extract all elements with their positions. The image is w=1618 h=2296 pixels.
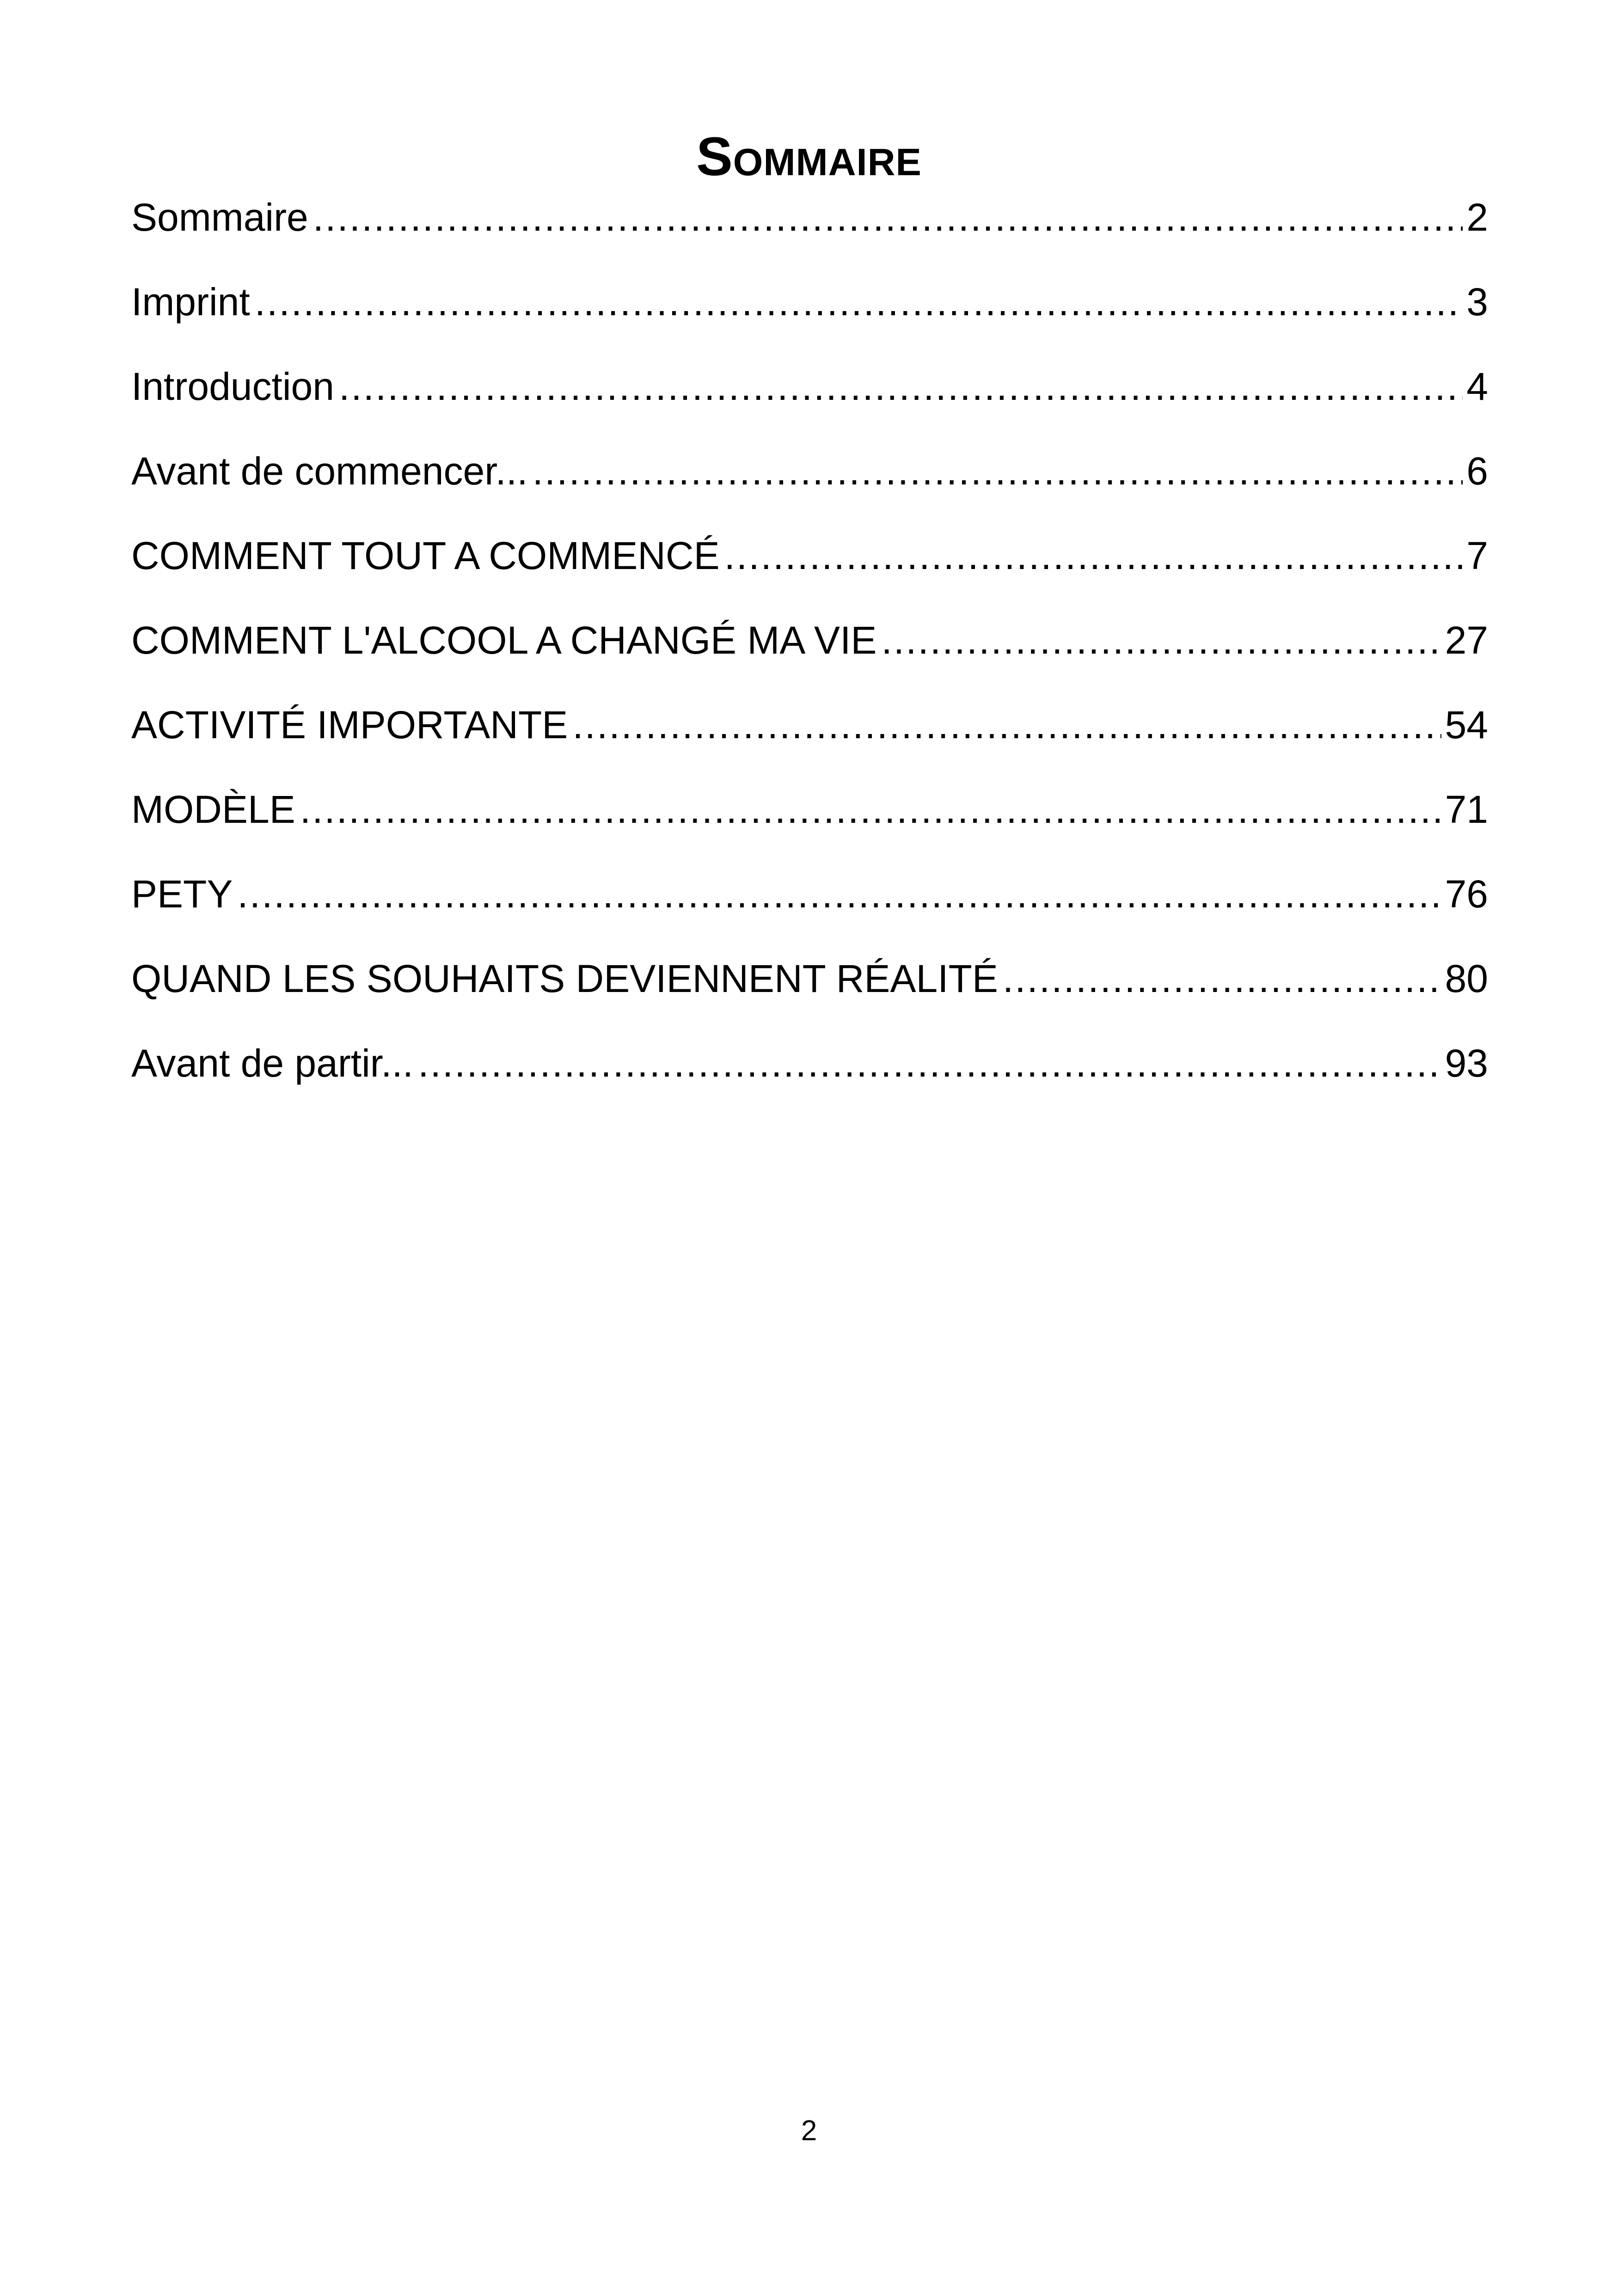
toc-entry[interactable] xyxy=(131,183,1488,267)
dot-leader xyxy=(533,436,1463,506)
toc-entry-page: 54 xyxy=(1445,703,1488,747)
toc-entry-page: 27 xyxy=(1445,618,1488,662)
toc-entry-page: 6 xyxy=(1466,449,1488,493)
toc-entry[interactable] xyxy=(131,352,1488,436)
page-number: 2 xyxy=(801,2115,817,2147)
dot-leader xyxy=(418,1029,1441,1098)
dot-leader xyxy=(881,606,1441,675)
dot-leader xyxy=(300,775,1441,844)
toc-entry-page: 2 xyxy=(1466,196,1488,239)
dot-leader xyxy=(339,352,1463,421)
page-title: Sommaire xyxy=(696,126,922,188)
dot-leader xyxy=(572,690,1441,759)
toc-entry-label: MODÈLE xyxy=(131,788,295,831)
toc-entry-label: Avant de partir... xyxy=(131,1041,414,1085)
toc-entry-page: 71 xyxy=(1445,788,1488,831)
toc-entry[interactable] xyxy=(131,521,1488,606)
toc-entry[interactable] xyxy=(131,267,1488,352)
toc-entry-label: Sommaire xyxy=(131,196,308,239)
toc-entry-label: Avant de commencer... xyxy=(131,449,528,493)
toc-entry-label: ACTIVITÉ IMPORTANTE xyxy=(131,703,568,747)
toc-entry-page: 80 xyxy=(1445,957,1488,1000)
toc-entry-label: Introduction xyxy=(131,365,334,408)
toc-entry-page: 76 xyxy=(1445,872,1488,916)
toc-entry-label: PETY xyxy=(131,872,233,916)
toc-entry-page: 7 xyxy=(1466,534,1488,577)
dot-leader xyxy=(1003,944,1441,1013)
toc-entry-label: COMMENT L'ALCOOL A CHANGÉ MA VIE xyxy=(131,618,877,662)
toc-entry[interactable] xyxy=(131,606,1488,690)
toc-entry-label: QUAND LES SOUHAITS DEVIENNENT RÉALITÉ xyxy=(131,957,998,1000)
dot-leader xyxy=(237,859,1441,929)
toc-entry-label: COMMENT TOUT A COMMENCÉ xyxy=(131,534,720,577)
toc-entry[interactable] xyxy=(131,859,1488,944)
toc-entry[interactable] xyxy=(131,775,1488,859)
dot-leader xyxy=(255,267,1463,337)
toc-entry-page: 93 xyxy=(1445,1041,1488,1085)
toc-entry[interactable] xyxy=(131,1029,1488,1113)
toc-entry-page: 3 xyxy=(1466,280,1488,324)
dot-leader xyxy=(724,521,1463,590)
table-of-contents xyxy=(131,183,1488,1113)
toc-entry[interactable] xyxy=(131,436,1488,521)
toc-entry-page: 4 xyxy=(1466,365,1488,408)
toc-entry[interactable] xyxy=(131,944,1488,1029)
toc-entry-label: Imprint xyxy=(131,280,250,324)
toc-entry[interactable] xyxy=(131,690,1488,775)
dot-leader xyxy=(313,183,1463,252)
